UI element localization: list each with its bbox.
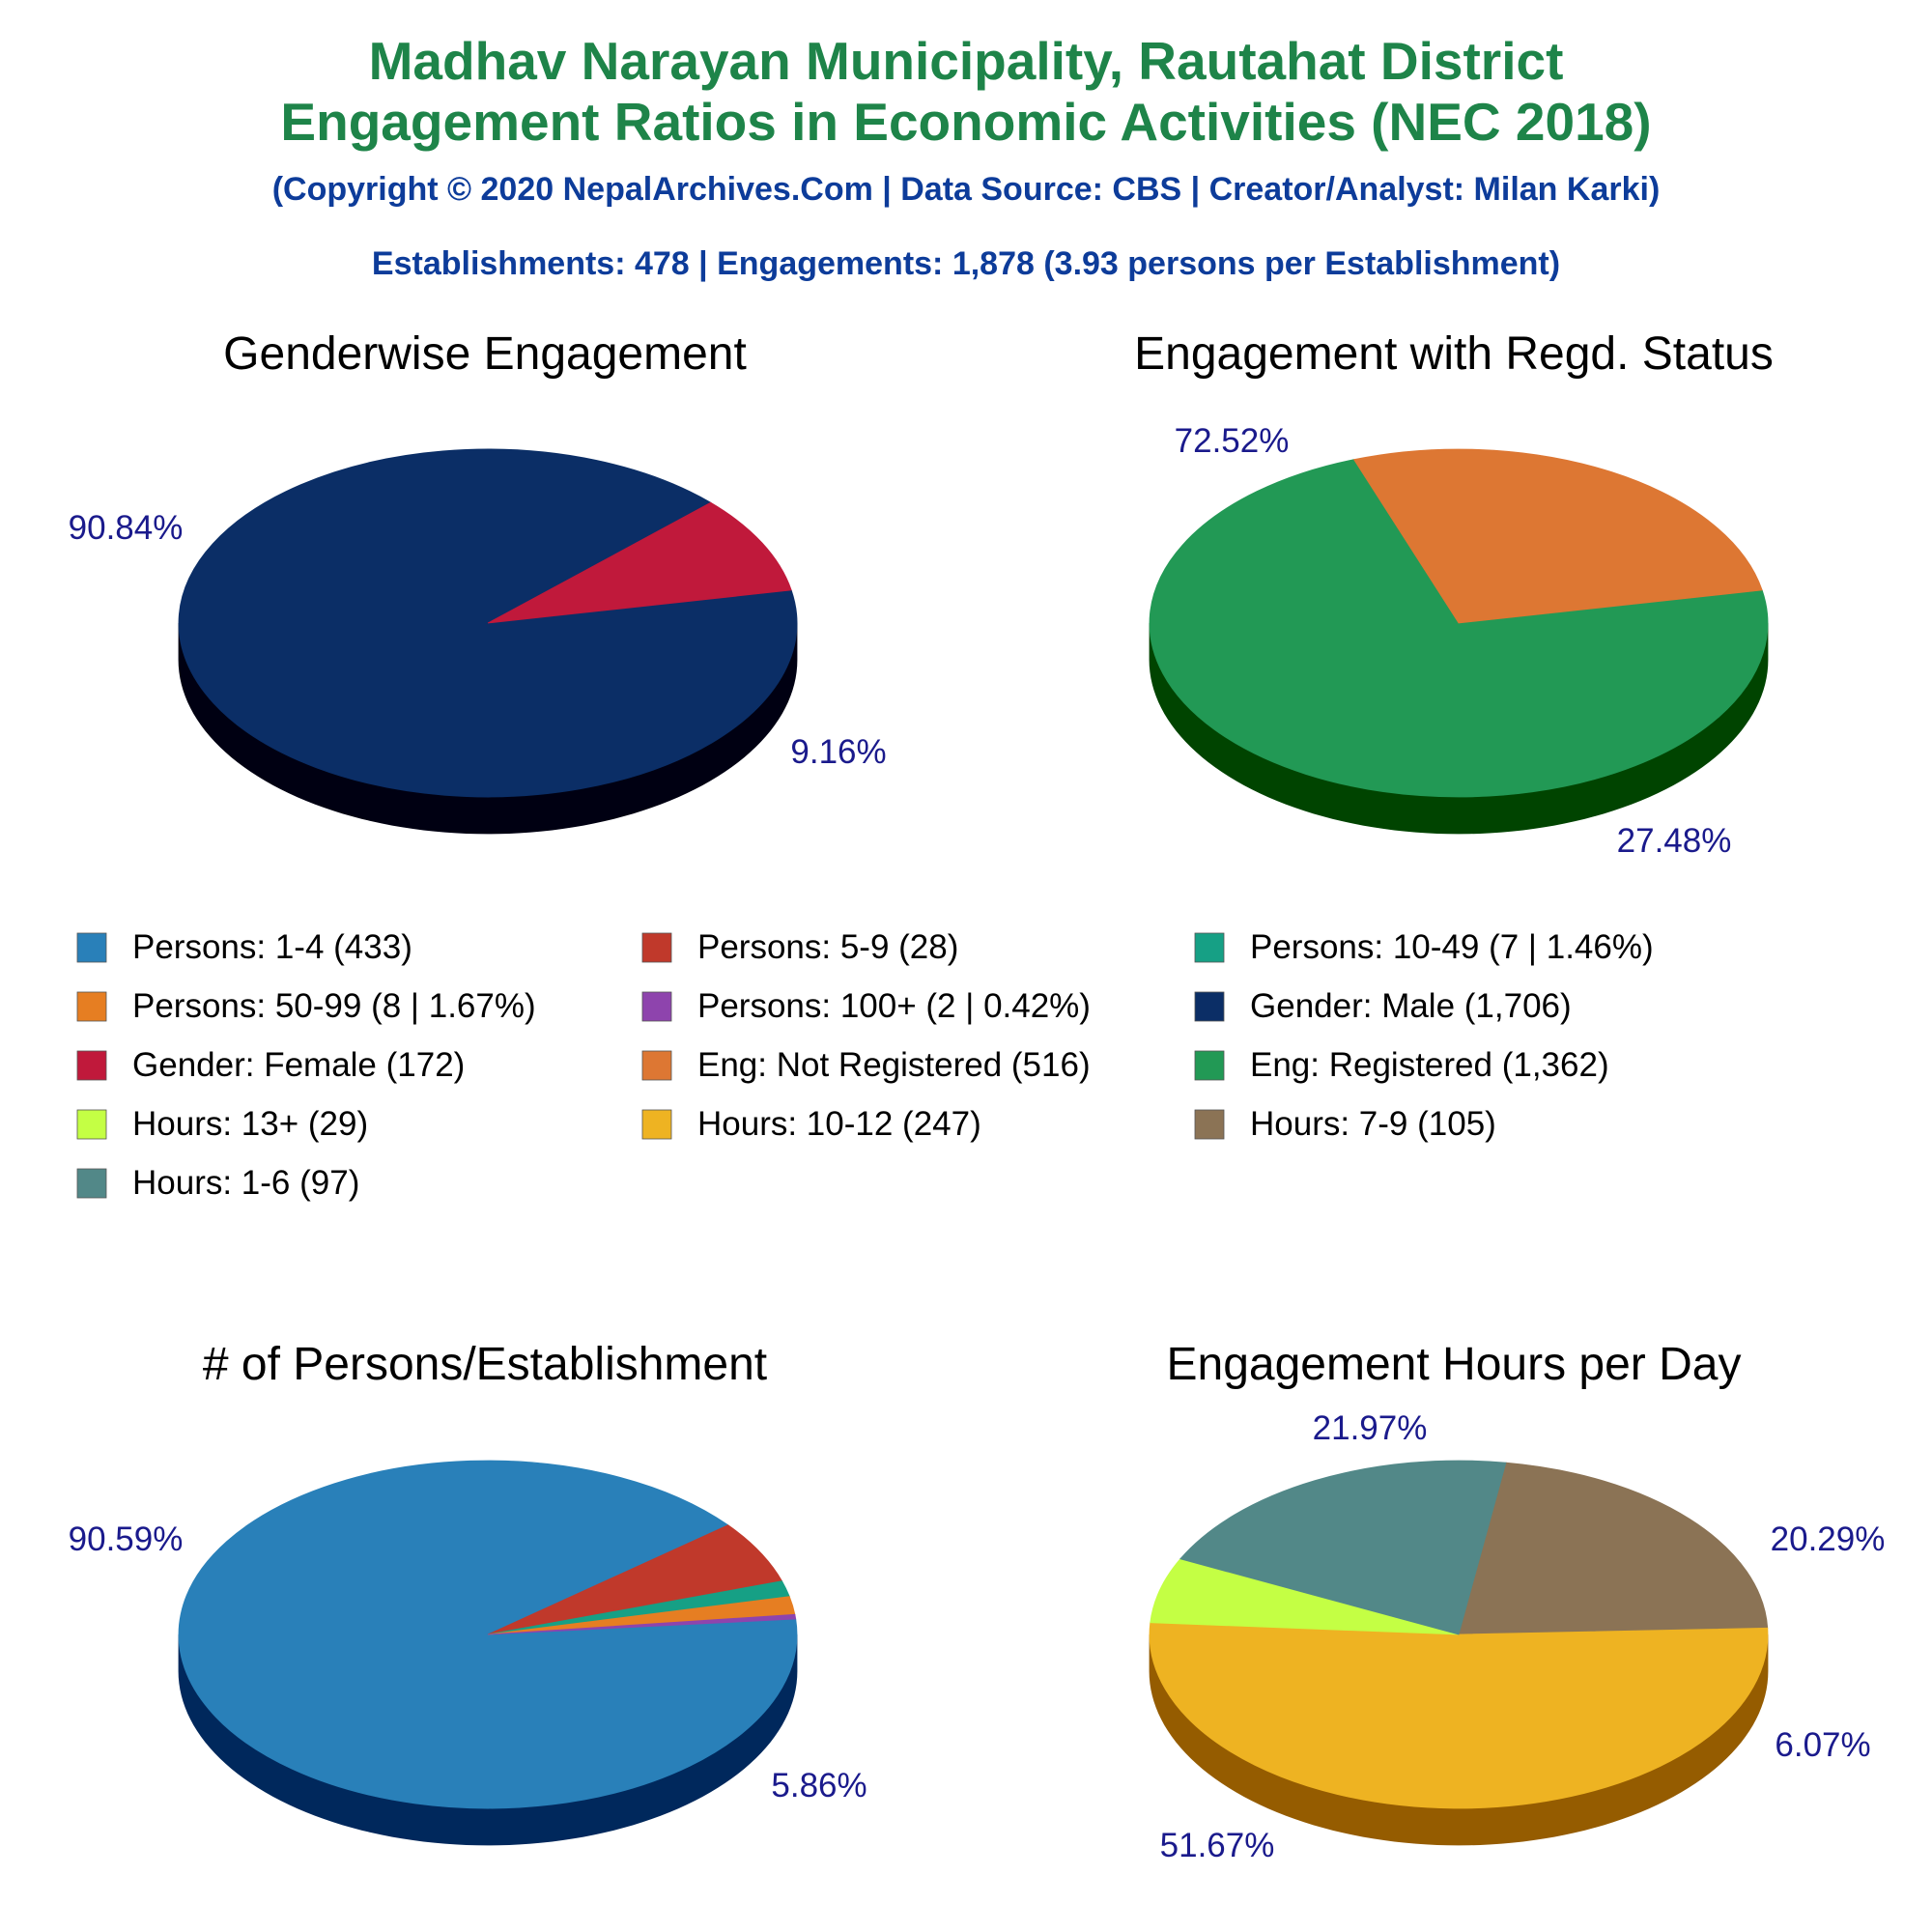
legend-label-gender-male-1-706: Gender: Male (1,706) xyxy=(1250,987,1572,1025)
legend-label-hours-13-29: Hours: 13+ (29) xyxy=(132,1105,369,1143)
pie-chart-gender xyxy=(179,449,797,834)
legend-label-persons-50-99-8-1-67: Persons: 50-99 (8 | 1.67%) xyxy=(132,987,536,1025)
summary-line: Establishments: 478 | Engagements: 1,878 (3.93 persons per Establishment) xyxy=(371,245,1561,282)
legend-label-eng-registered-1-362: Eng: Registered (1,362) xyxy=(1250,1046,1609,1084)
legend-swatch-hours-10-12-247 xyxy=(642,1110,671,1139)
legend-swatch-persons-1-4-433 xyxy=(77,933,106,962)
legend-swatch-hours-13-29 xyxy=(77,1110,106,1139)
chart-title-hours: Engagement Hours per Day xyxy=(1166,1339,1742,1390)
legend-label-eng-not-registered-516: Eng: Not Registered (516) xyxy=(697,1046,1091,1084)
pct-label-hours-13plus: 6.07% xyxy=(1775,1726,1871,1764)
page-title-line1: Madhav Narayan Municipality, Rautahat District xyxy=(368,31,1564,91)
legend-label-hours-7-9-105: Hours: 7-9 (105) xyxy=(1250,1105,1496,1143)
legend-label-persons-10-49-7-1-46: Persons: 10-49 (7 | 1.46%) xyxy=(1250,928,1654,966)
pct-label-hours-1-6: 20.29% xyxy=(1770,1520,1886,1558)
pie-chart-hours xyxy=(1150,1461,1768,1845)
legend-swatch-gender-male-1-706 xyxy=(1195,992,1224,1021)
legend-swatch-persons-100-2-0-42 xyxy=(642,992,671,1021)
pct-label-hours-7-9: 21.97% xyxy=(1312,1409,1428,1447)
copyright-line: (Copyright © 2020 NepalArchives.Com | Data Source: CBS | Creator/Analyst: Milan Karki) xyxy=(271,171,1661,208)
legend-swatch-gender-female-172 xyxy=(77,1051,106,1080)
legend-label-persons-1-4-433: Persons: 1-4 (433) xyxy=(132,928,412,966)
legend-swatch-eng-registered-1-362 xyxy=(1195,1051,1224,1080)
legend-swatch-persons-50-99-8-1-67 xyxy=(77,992,106,1021)
pct-label-registered: 72.52% xyxy=(1174,422,1290,460)
legend-swatch-hours-7-9-105 xyxy=(1195,1110,1224,1139)
legend-label-gender-female-172: Gender: Female (172) xyxy=(132,1046,466,1084)
legend-label-persons-100-2-0-42: Persons: 100+ (2 | 0.42%) xyxy=(697,987,1091,1025)
pie-chart-registration xyxy=(1150,449,1768,834)
pct-label-persons-1-4: 90.59% xyxy=(68,1520,184,1558)
legend-label-hours-10-12-247: Hours: 10-12 (247) xyxy=(697,1105,981,1143)
pie-chart-persons xyxy=(179,1461,797,1845)
legend-swatch-persons-5-9-28 xyxy=(642,933,671,962)
pct-label-female: 9.16% xyxy=(790,733,887,771)
legend-label-persons-5-9-28: Persons: 5-9 (28) xyxy=(697,928,959,966)
chart-title-gender: Genderwise Engagement xyxy=(223,328,747,380)
legend-swatch-persons-10-49-7-1-46 xyxy=(1195,933,1224,962)
chart-title-registration: Engagement with Regd. Status xyxy=(1134,328,1774,380)
legend xyxy=(77,928,1654,1202)
legend-label-hours-1-6-97: Hours: 1-6 (97) xyxy=(132,1164,360,1202)
legend-swatch-hours-1-6-97 xyxy=(77,1169,106,1198)
pct-label-hours-10-12: 51.67% xyxy=(1159,1827,1275,1864)
pct-label-persons-5-9: 5.86% xyxy=(771,1767,867,1804)
legend-swatch-eng-not-registered-516 xyxy=(642,1051,671,1080)
chart-title-persons: # of Persons/Establishment xyxy=(202,1339,768,1390)
pie-slice-hours-7-9 xyxy=(1459,1463,1768,1634)
page-title-line2: Engagement Ratios in Economic Activities (NEC 2018) xyxy=(280,92,1652,152)
pct-label-not-registered: 27.48% xyxy=(1616,822,1732,860)
pct-label-male: 90.84% xyxy=(68,509,184,547)
